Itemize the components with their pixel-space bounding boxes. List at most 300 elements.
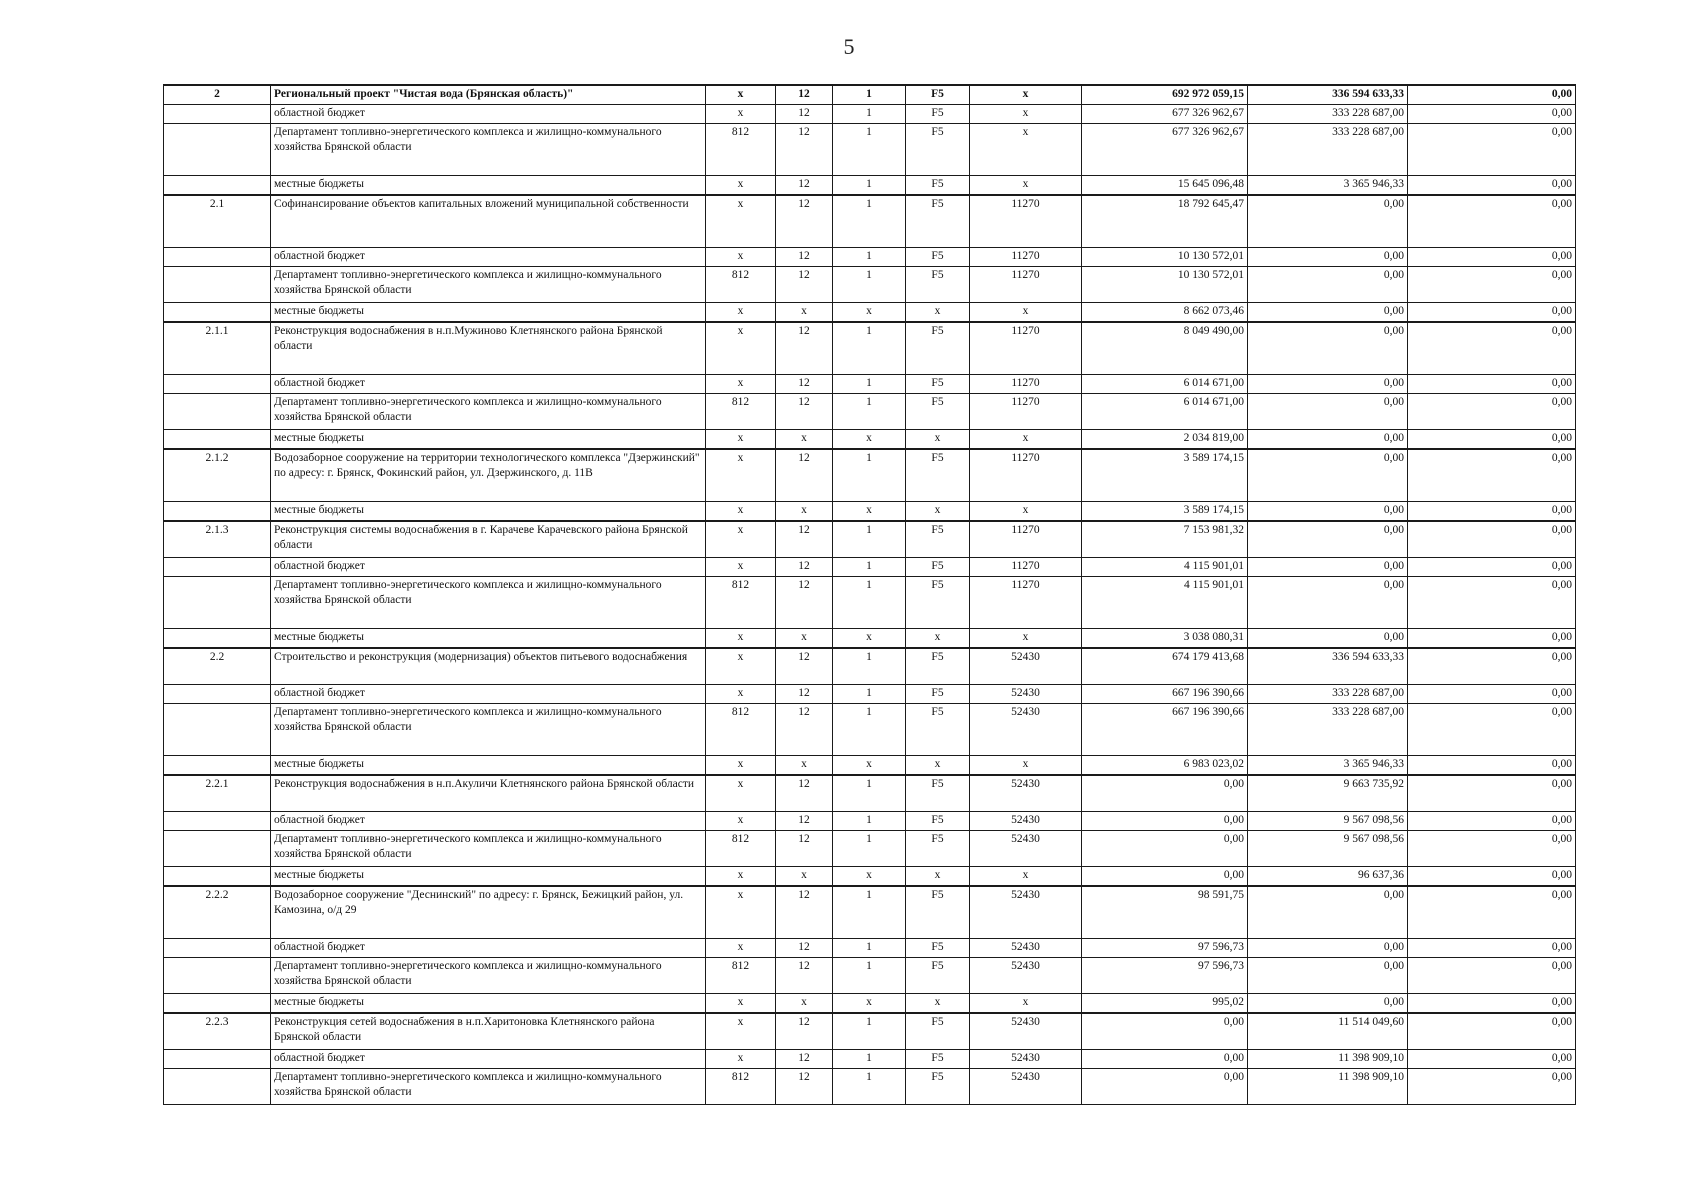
direction-code-cell: 52430	[970, 939, 1082, 958]
grbs-code-cell: x	[706, 248, 776, 267]
grbs-code-cell: x	[706, 195, 776, 248]
direction-code-cell: 52430	[970, 648, 1082, 685]
row-number-cell	[164, 939, 271, 958]
direction-code-cell: 11270	[970, 248, 1082, 267]
direction-code-cell: x	[970, 105, 1082, 124]
row-number-cell: 2.2	[164, 648, 271, 685]
grbs-code-cell: x	[706, 176, 776, 196]
grbs-code-cell: x	[706, 867, 776, 887]
row-number-cell	[164, 756, 271, 776]
amount-year3-cell: 0,00	[1408, 1069, 1576, 1105]
row-name-cell: областной бюджет	[271, 248, 706, 267]
amount-year3-cell: 0,00	[1408, 558, 1576, 577]
subprogram-code-cell: 1	[833, 1050, 906, 1069]
amount-year1-cell: 7 153 981,32	[1082, 521, 1248, 558]
direction-code-cell: x	[970, 502, 1082, 522]
row-number-cell	[164, 812, 271, 831]
main-event-code-cell: F5	[906, 449, 970, 502]
row-number-cell: 2.2.2	[164, 886, 271, 939]
subprogram-code-cell: 1	[833, 886, 906, 939]
main-event-code-cell: F5	[906, 577, 970, 629]
row-number-cell: 2.2.1	[164, 775, 271, 812]
subprogram-code-cell: x	[833, 430, 906, 450]
table-row	[164, 322, 1576, 375]
row-number-cell: 2.1.3	[164, 521, 271, 558]
main-event-code-cell: x	[906, 502, 970, 522]
amount-year3-cell: 0,00	[1408, 648, 1576, 685]
direction-code-cell: x	[970, 430, 1082, 450]
amount-year2-cell: 9 663 735,92	[1248, 775, 1408, 812]
amount-year1-cell: 692 972 059,15	[1082, 85, 1248, 105]
table-row	[164, 303, 1576, 323]
amount-year3-cell: 0,00	[1408, 502, 1576, 522]
table-row	[164, 248, 1576, 267]
subprogram-code-cell: 1	[833, 176, 906, 196]
program-code-cell: 12	[776, 958, 833, 994]
program-code-cell: 12	[776, 685, 833, 704]
row-name-cell: местные бюджеты	[271, 756, 706, 776]
main-event-code-cell: F5	[906, 1050, 970, 1069]
amount-year1-cell: 8 662 073,46	[1082, 303, 1248, 323]
subprogram-code-cell: 1	[833, 375, 906, 394]
table-row	[164, 886, 1576, 939]
row-number-cell	[164, 958, 271, 994]
subprogram-code-cell: 1	[833, 322, 906, 375]
direction-code-cell: 11270	[970, 267, 1082, 303]
table-row	[164, 394, 1576, 430]
subprogram-code-cell: 1	[833, 449, 906, 502]
amount-year3-cell: 0,00	[1408, 521, 1576, 558]
amount-year1-cell: 97 596,73	[1082, 939, 1248, 958]
row-number-cell: 2	[164, 85, 271, 105]
direction-code-cell: x	[970, 756, 1082, 776]
direction-code-cell: 11270	[970, 521, 1082, 558]
subprogram-code-cell: 1	[833, 775, 906, 812]
subprogram-code-cell: x	[833, 994, 906, 1014]
direction-code-cell: 52430	[970, 1069, 1082, 1105]
table-row	[164, 1069, 1576, 1105]
amount-year2-cell: 0,00	[1248, 322, 1408, 375]
amount-year3-cell: 0,00	[1408, 831, 1576, 867]
table-row	[164, 195, 1576, 248]
amount-year2-cell: 333 228 687,00	[1248, 105, 1408, 124]
amount-year2-cell: 0,00	[1248, 248, 1408, 267]
row-name-cell: местные бюджеты	[271, 176, 706, 196]
row-name-cell: областной бюджет	[271, 812, 706, 831]
row-number-cell	[164, 1050, 271, 1069]
main-event-code-cell: x	[906, 303, 970, 323]
amount-year1-cell: 6 014 671,00	[1082, 394, 1248, 430]
grbs-code-cell: 812	[706, 394, 776, 430]
row-name-cell: Департамент топливно-энергетического комплекса и жилищно-коммунального хозяйства Брянской области	[271, 831, 706, 867]
direction-code-cell: 52430	[970, 1013, 1082, 1050]
row-number-cell: 2.2.3	[164, 1013, 271, 1050]
grbs-code-cell: x	[706, 886, 776, 939]
amount-year3-cell: 0,00	[1408, 449, 1576, 502]
subprogram-code-cell: 1	[833, 558, 906, 577]
grbs-code-cell: x	[706, 521, 776, 558]
amount-year3-cell: 0,00	[1408, 248, 1576, 267]
row-number-cell	[164, 629, 271, 649]
amount-year2-cell: 333 228 687,00	[1248, 704, 1408, 756]
direction-code-cell: x	[970, 176, 1082, 196]
row-name-cell: Департамент топливно-энергетического комплекса и жилищно-коммунального хозяйства Брянской области	[271, 704, 706, 756]
table-row	[164, 648, 1576, 685]
amount-year3-cell: 0,00	[1408, 867, 1576, 887]
direction-code-cell: x	[970, 629, 1082, 649]
row-number-cell	[164, 248, 271, 267]
grbs-code-cell: 812	[706, 831, 776, 867]
row-name-cell: Реконструкция водоснабжения в н.п.Мужиново Клетнянского района Брянской области	[271, 322, 706, 375]
amount-year3-cell: 0,00	[1408, 577, 1576, 629]
row-name-cell: Департамент топливно-энергетического комплекса и жилищно-коммунального хозяйства Брянской области	[271, 1069, 706, 1105]
subprogram-code-cell: x	[833, 303, 906, 323]
row-number-cell: 2.1.2	[164, 449, 271, 502]
subprogram-code-cell: 1	[833, 704, 906, 756]
subprogram-code-cell: 1	[833, 248, 906, 267]
main-event-code-cell: F5	[906, 521, 970, 558]
amount-year2-cell: 0,00	[1248, 449, 1408, 502]
row-name-cell: Департамент топливно-энергетического комплекса и жилищно-коммунального хозяйства Брянской области	[271, 394, 706, 430]
subprogram-code-cell: 1	[833, 1013, 906, 1050]
row-name-cell: местные бюджеты	[271, 994, 706, 1014]
main-event-code-cell: F5	[906, 958, 970, 994]
row-number-cell	[164, 124, 271, 176]
direction-code-cell: 52430	[970, 958, 1082, 994]
amount-year1-cell: 6 014 671,00	[1082, 375, 1248, 394]
main-event-code-cell: F5	[906, 939, 970, 958]
amount-year2-cell: 0,00	[1248, 394, 1408, 430]
row-number-cell	[164, 105, 271, 124]
main-event-code-cell: x	[906, 430, 970, 450]
row-name-cell: областной бюджет	[271, 375, 706, 394]
program-code-cell: 12	[776, 939, 833, 958]
amount-year1-cell: 3 038 080,31	[1082, 629, 1248, 649]
program-code-cell: 12	[776, 831, 833, 867]
row-number-cell: 2.1.1	[164, 322, 271, 375]
amount-year1-cell: 10 130 572,01	[1082, 248, 1248, 267]
subprogram-code-cell: 1	[833, 577, 906, 629]
program-code-cell: x	[776, 303, 833, 323]
amount-year2-cell: 11 514 049,60	[1248, 1013, 1408, 1050]
row-name-cell: Водозаборное сооружение "Деснинский" по адресу: г. Брянск, Бежицкий район, ул. Камозина, о/д 29	[271, 886, 706, 939]
amount-year1-cell: 6 983 023,02	[1082, 756, 1248, 776]
budget-table-body	[164, 85, 1576, 1105]
subprogram-code-cell: 1	[833, 648, 906, 685]
program-code-cell: 12	[776, 394, 833, 430]
amount-year1-cell: 4 115 901,01	[1082, 558, 1248, 577]
amount-year2-cell: 11 398 909,10	[1248, 1069, 1408, 1105]
amount-year1-cell: 2 034 819,00	[1082, 430, 1248, 450]
row-name-cell: областной бюджет	[271, 558, 706, 577]
main-event-code-cell: F5	[906, 375, 970, 394]
table-row	[164, 124, 1576, 176]
amount-year3-cell: 0,00	[1408, 430, 1576, 450]
grbs-code-cell: x	[706, 994, 776, 1014]
subprogram-code-cell: 1	[833, 521, 906, 558]
table-row	[164, 1013, 1576, 1050]
amount-year3-cell: 0,00	[1408, 939, 1576, 958]
program-code-cell: 12	[776, 124, 833, 176]
main-event-code-cell: F5	[906, 1069, 970, 1105]
amount-year1-cell: 8 049 490,00	[1082, 322, 1248, 375]
direction-code-cell: 52430	[970, 775, 1082, 812]
row-number-cell	[164, 867, 271, 887]
amount-year2-cell: 0,00	[1248, 994, 1408, 1014]
main-event-code-cell: F5	[906, 248, 970, 267]
table-row	[164, 812, 1576, 831]
table-row	[164, 831, 1576, 867]
row-number-cell	[164, 558, 271, 577]
amount-year3-cell: 0,00	[1408, 775, 1576, 812]
direction-code-cell: 11270	[970, 558, 1082, 577]
amount-year1-cell: 4 115 901,01	[1082, 577, 1248, 629]
direction-code-cell: 52430	[970, 831, 1082, 867]
table-row	[164, 867, 1576, 887]
amount-year2-cell: 0,00	[1248, 375, 1408, 394]
row-name-cell: Департамент топливно-энергетического комплекса и жилищно-коммунального хозяйства Брянской области	[271, 577, 706, 629]
grbs-code-cell: 812	[706, 958, 776, 994]
amount-year2-cell: 0,00	[1248, 267, 1408, 303]
amount-year3-cell: 0,00	[1408, 303, 1576, 323]
program-code-cell: 12	[776, 176, 833, 196]
amount-year1-cell: 15 645 096,48	[1082, 176, 1248, 196]
main-event-code-cell: F5	[906, 775, 970, 812]
row-name-cell: местные бюджеты	[271, 629, 706, 649]
main-event-code-cell: F5	[906, 105, 970, 124]
table-row	[164, 577, 1576, 629]
grbs-code-cell: x	[706, 105, 776, 124]
amount-year2-cell: 0,00	[1248, 195, 1408, 248]
grbs-code-cell: 812	[706, 124, 776, 176]
amount-year3-cell: 0,00	[1408, 1050, 1576, 1069]
budget-table	[163, 84, 1576, 1105]
grbs-code-cell: x	[706, 1050, 776, 1069]
subprogram-code-cell: 1	[833, 685, 906, 704]
row-number-cell	[164, 685, 271, 704]
amount-year2-cell: 333 228 687,00	[1248, 685, 1408, 704]
amount-year2-cell: 0,00	[1248, 939, 1408, 958]
amount-year3-cell: 0,00	[1408, 629, 1576, 649]
program-code-cell: 12	[776, 85, 833, 105]
amount-year3-cell: 0,00	[1408, 1013, 1576, 1050]
grbs-code-cell: 812	[706, 577, 776, 629]
amount-year2-cell: 0,00	[1248, 430, 1408, 450]
row-name-cell: областной бюджет	[271, 685, 706, 704]
amount-year1-cell: 97 596,73	[1082, 958, 1248, 994]
subprogram-code-cell: x	[833, 756, 906, 776]
direction-code-cell: x	[970, 994, 1082, 1014]
amount-year2-cell: 3 365 946,33	[1248, 176, 1408, 196]
amount-year1-cell: 3 589 174,15	[1082, 449, 1248, 502]
grbs-code-cell: x	[706, 648, 776, 685]
program-code-cell: 12	[776, 775, 833, 812]
program-code-cell: 12	[776, 267, 833, 303]
table-row	[164, 267, 1576, 303]
row-name-cell: Реконструкция сетей водоснабжения в н.п.Харитоновка Клетнянского района Брянской области	[271, 1013, 706, 1050]
row-number-cell	[164, 430, 271, 450]
subprogram-code-cell: 1	[833, 812, 906, 831]
subprogram-code-cell: 1	[833, 195, 906, 248]
row-number-cell	[164, 375, 271, 394]
main-event-code-cell: x	[906, 629, 970, 649]
amount-year1-cell: 677 326 962,67	[1082, 105, 1248, 124]
row-number-cell	[164, 577, 271, 629]
grbs-code-cell: x	[706, 430, 776, 450]
subprogram-code-cell: 1	[833, 1069, 906, 1105]
main-event-code-cell: F5	[906, 322, 970, 375]
program-code-cell: x	[776, 867, 833, 887]
amount-year2-cell: 0,00	[1248, 958, 1408, 994]
program-code-cell: x	[776, 502, 833, 522]
table-row	[164, 105, 1576, 124]
row-number-cell: 2.1	[164, 195, 271, 248]
table-row	[164, 958, 1576, 994]
program-code-cell: 12	[776, 105, 833, 124]
grbs-code-cell: x	[706, 1013, 776, 1050]
subprogram-code-cell: 1	[833, 958, 906, 994]
amount-year2-cell: 0,00	[1248, 558, 1408, 577]
direction-code-cell: 11270	[970, 394, 1082, 430]
direction-code-cell: 52430	[970, 886, 1082, 939]
table-row	[164, 756, 1576, 776]
direction-code-cell: x	[970, 303, 1082, 323]
main-event-code-cell: F5	[906, 267, 970, 303]
grbs-code-cell: x	[706, 449, 776, 502]
grbs-code-cell: x	[706, 629, 776, 649]
direction-code-cell: x	[970, 867, 1082, 887]
direction-code-cell: 52430	[970, 812, 1082, 831]
grbs-code-cell: x	[706, 939, 776, 958]
page-number: 5	[843, 34, 855, 59]
amount-year3-cell: 0,00	[1408, 267, 1576, 303]
row-name-cell: Департамент топливно-энергетического комплекса и жилищно-коммунального хозяйства Брянской области	[271, 267, 706, 303]
main-event-code-cell: F5	[906, 812, 970, 831]
main-event-code-cell: F5	[906, 394, 970, 430]
amount-year1-cell: 995,02	[1082, 994, 1248, 1014]
amount-year3-cell: 0,00	[1408, 886, 1576, 939]
amount-year2-cell: 9 567 098,56	[1248, 812, 1408, 831]
amount-year3-cell: 0,00	[1408, 322, 1576, 375]
row-number-cell	[164, 303, 271, 323]
table-row	[164, 449, 1576, 502]
program-code-cell: 12	[776, 648, 833, 685]
subprogram-code-cell: 1	[833, 85, 906, 105]
amount-year1-cell: 0,00	[1082, 775, 1248, 812]
main-event-code-cell: F5	[906, 704, 970, 756]
amount-year3-cell: 0,00	[1408, 195, 1576, 248]
table-row	[164, 521, 1576, 558]
direction-code-cell: 11270	[970, 195, 1082, 248]
main-event-code-cell: F5	[906, 886, 970, 939]
amount-year3-cell: 0,00	[1408, 812, 1576, 831]
grbs-code-cell: x	[706, 558, 776, 577]
amount-year2-cell: 336 594 633,33	[1248, 85, 1408, 105]
row-number-cell	[164, 831, 271, 867]
row-number-cell	[164, 704, 271, 756]
amount-year2-cell: 96 637,36	[1248, 867, 1408, 887]
row-number-cell	[164, 394, 271, 430]
table-row	[164, 704, 1576, 756]
grbs-code-cell: 812	[706, 1069, 776, 1105]
direction-code-cell: 11270	[970, 375, 1082, 394]
direction-code-cell: x	[970, 85, 1082, 105]
table-row	[164, 176, 1576, 196]
subprogram-code-cell: 1	[833, 939, 906, 958]
program-code-cell: 12	[776, 248, 833, 267]
program-code-cell: 12	[776, 195, 833, 248]
program-code-cell: x	[776, 994, 833, 1014]
program-code-cell: x	[776, 430, 833, 450]
grbs-code-cell: x	[706, 303, 776, 323]
row-number-cell	[164, 502, 271, 522]
subprogram-code-cell: 1	[833, 267, 906, 303]
amount-year3-cell: 0,00	[1408, 756, 1576, 776]
table-row	[164, 994, 1576, 1014]
amount-year3-cell: 0,00	[1408, 105, 1576, 124]
subprogram-code-cell: 1	[833, 831, 906, 867]
direction-code-cell: x	[970, 124, 1082, 176]
row-name-cell: Водозаборное сооружение на территории технологического комплекса "Дзержинский" по адресу: г. Брянск, Фокинский район, ул. Дзержинского, д. 11В	[271, 449, 706, 502]
program-code-cell: 12	[776, 521, 833, 558]
direction-code-cell: 11270	[970, 577, 1082, 629]
row-name-cell: Департамент топливно-энергетического комплекса и жилищно-коммунального хозяйства Брянской области	[271, 958, 706, 994]
table-row	[164, 375, 1576, 394]
grbs-code-cell: x	[706, 685, 776, 704]
subprogram-code-cell: 1	[833, 105, 906, 124]
row-name-cell: Региональный проект "Чистая вода (Брянская область)"	[271, 85, 706, 105]
amount-year3-cell: 0,00	[1408, 394, 1576, 430]
amount-year3-cell: 0,00	[1408, 124, 1576, 176]
amount-year2-cell: 336 594 633,33	[1248, 648, 1408, 685]
amount-year3-cell: 0,00	[1408, 704, 1576, 756]
main-event-code-cell: x	[906, 756, 970, 776]
main-event-code-cell: x	[906, 994, 970, 1014]
amount-year2-cell: 3 365 946,33	[1248, 756, 1408, 776]
table-row	[164, 939, 1576, 958]
main-event-code-cell: F5	[906, 124, 970, 176]
amount-year1-cell: 674 179 413,68	[1082, 648, 1248, 685]
main-event-code-cell: F5	[906, 195, 970, 248]
table-row	[164, 85, 1576, 105]
row-number-cell	[164, 267, 271, 303]
amount-year1-cell: 667 196 390,66	[1082, 704, 1248, 756]
amount-year2-cell: 0,00	[1248, 521, 1408, 558]
amount-year2-cell: 0,00	[1248, 502, 1408, 522]
table-row	[164, 775, 1576, 812]
amount-year3-cell: 0,00	[1408, 176, 1576, 196]
amount-year1-cell: 3 589 174,15	[1082, 502, 1248, 522]
amount-year1-cell: 10 130 572,01	[1082, 267, 1248, 303]
amount-year2-cell: 0,00	[1248, 303, 1408, 323]
table-row	[164, 629, 1576, 649]
direction-code-cell: 52430	[970, 1050, 1082, 1069]
direction-code-cell: 11270	[970, 322, 1082, 375]
row-name-cell: областной бюджет	[271, 1050, 706, 1069]
amount-year2-cell: 0,00	[1248, 577, 1408, 629]
amount-year1-cell: 0,00	[1082, 867, 1248, 887]
table-row	[164, 502, 1576, 522]
amount-year3-cell: 0,00	[1408, 685, 1576, 704]
main-event-code-cell: F5	[906, 648, 970, 685]
row-name-cell: областной бюджет	[271, 939, 706, 958]
program-code-cell: 12	[776, 1069, 833, 1105]
subprogram-code-cell: x	[833, 502, 906, 522]
amount-year1-cell: 0,00	[1082, 831, 1248, 867]
subprogram-code-cell: x	[833, 629, 906, 649]
program-code-cell: x	[776, 629, 833, 649]
main-event-code-cell: F5	[906, 176, 970, 196]
